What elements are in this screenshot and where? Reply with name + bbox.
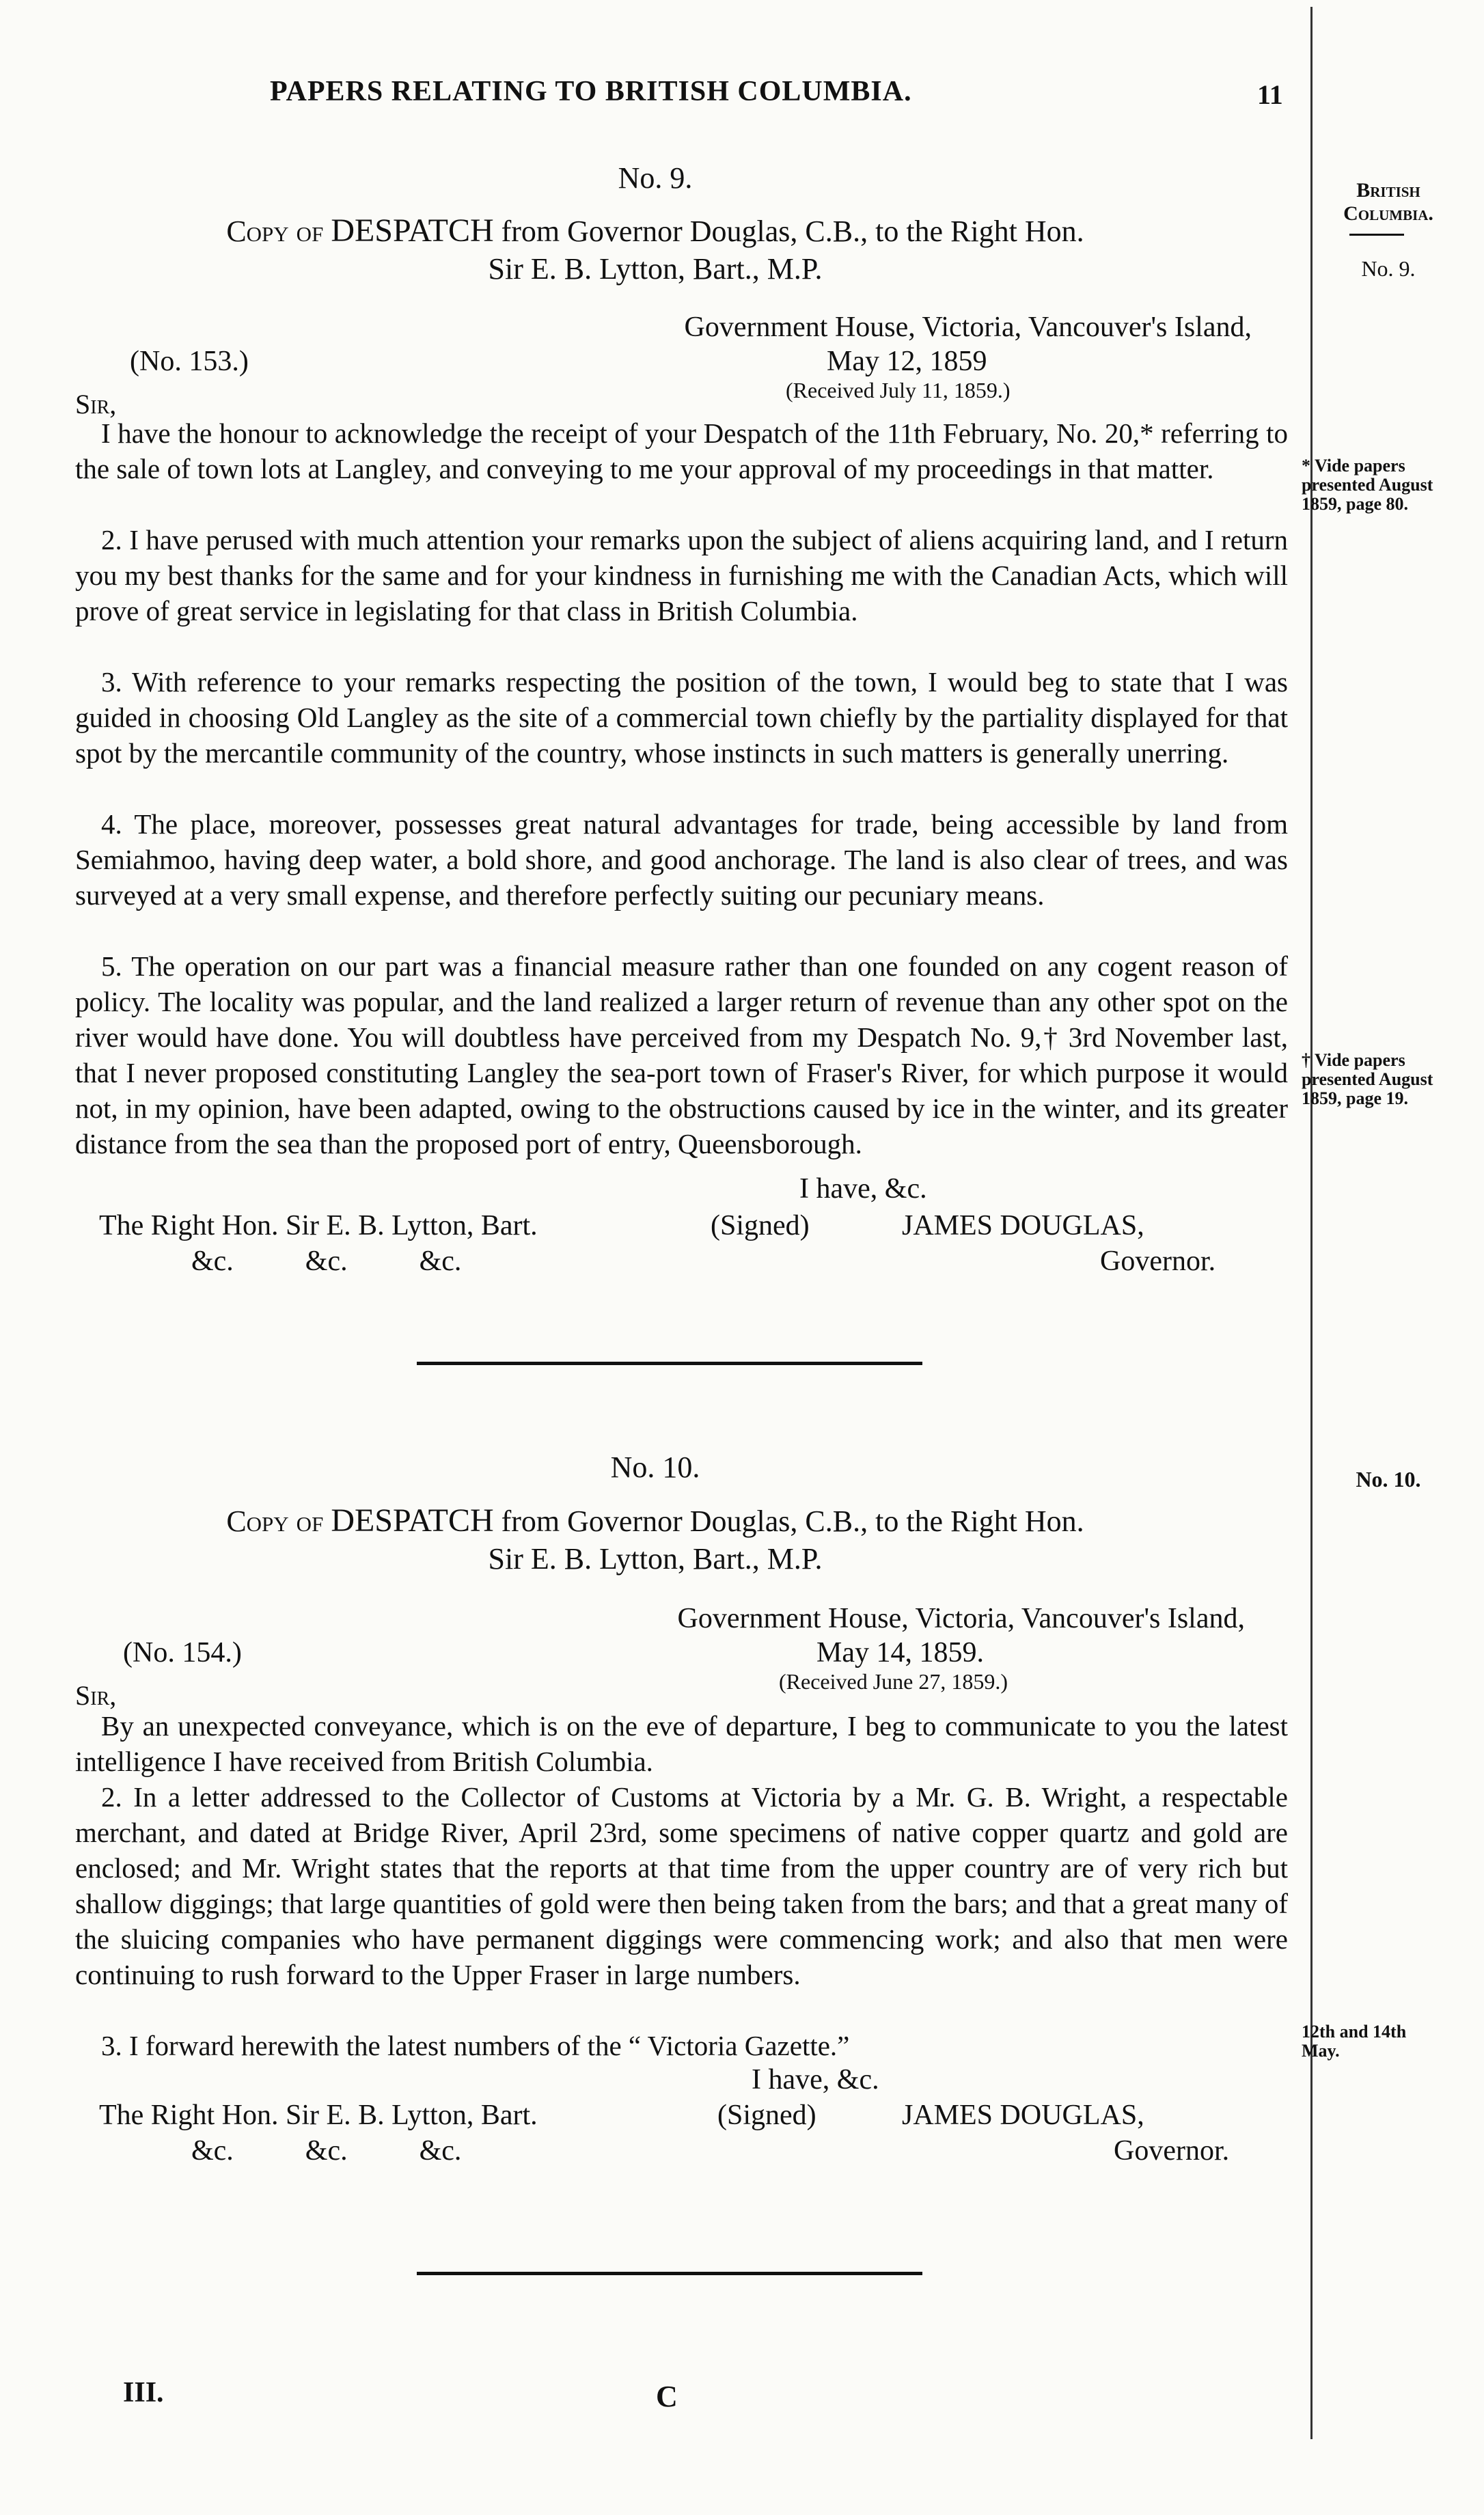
doc9-signer-title: Governor.	[1100, 1246, 1216, 1277]
page-number: 11	[1257, 79, 1283, 110]
doc10-place: Government House, Victoria, Vancouver's Island,	[677, 1603, 1245, 1634]
doc9-ref: (No. 153.)	[130, 346, 249, 377]
doc9-para-1: I have the honour to acknowledge the receipt of your Despatch of the 11th February, No. 20,* referring to the sale of town lots at Langley, and conveying to me your approval of my proceedings in that matter.	[75, 417, 1288, 484]
doc9-title-line1	[0, 212, 1310, 251]
doc9-etc: &c. &c. &c.	[191, 1246, 462, 1277]
doc10-ref: (No. 154.)	[123, 1637, 242, 1668]
side-divider	[1349, 234, 1404, 236]
doc10-para-1: By an unexpected conveyance, which is on the eve of departure, I beg to communicate to you the latest intelligence I have received from British Columbia.	[75, 1710, 1288, 1777]
side-colony-line1: British	[1356, 179, 1420, 202]
side-no10: No. 10.	[1356, 1467, 1421, 1492]
doc9-place: Government House, Victoria, Vancouver's Island,	[684, 312, 1252, 343]
running-title: PAPERS RELATING TO BRITISH COLUMBIA.	[270, 76, 912, 107]
doc9-date: May 12, 1859	[827, 346, 987, 377]
doc10-title-pre: Copy of	[226, 1504, 324, 1538]
doc10-number: No. 10.	[610, 1451, 700, 1484]
doc10-title-line2: Sir E. B. Lytton, Bart., M.P.	[488, 1542, 823, 1576]
doc10-title-despatch: DESPATCH	[331, 1502, 494, 1539]
volume-mark: III.	[123, 2377, 164, 2408]
doc10-para-3: 3. I forward herewith the latest numbers of the “ Victoria Gazette.”	[101, 2030, 850, 2061]
doc10-signed: (Signed)	[717, 2100, 816, 2131]
doc9-para-3: 3. With reference to your remarks respecting the position of the town, I would beg to state that I was guided in choosing Old Langley as the site of a commercial town chiefly by the partiality displayed for that spot by the mercantile community of the country, whose instincts in such matters is generally unerring.	[75, 666, 1288, 769]
signature-mark: C	[656, 2380, 678, 2413]
doc9-title-pre: Copy of	[226, 215, 324, 248]
margin-note-1: * Vide papers presented August 1859, page 80.	[1302, 456, 1433, 514]
doc10-addressee: The Right Hon. Sir E. B. Lytton, Bart.	[99, 2100, 538, 2131]
doc9-number: No. 9.	[618, 161, 693, 195]
doc10-received: (Received June 27, 1859.)	[779, 1669, 1008, 1694]
doc9-received: (Received July 11, 1859.)	[786, 378, 1011, 402]
doc10-title-line1	[0, 1502, 1310, 1541]
doc10-para-2: 2. In a letter addressed to the Collector of Customs at Victoria by a Mr. G. B. Wright, a respectable merchant, and dated at Bridge River, April 23rd, some specimens of native copper quartz and gold are enclosed; and Mr. Wright states that the reports at that time from the upper country are of very rich but shallow diggings; that large quantities of gold were then being taken from the bars; and that a great many of the sluicing companies who have permanent diggings were commencing work; and also that men were continuing to rush forward to the Upper Fraser in large numbers.	[75, 1781, 1288, 1990]
doc9-title-post: from Governor Douglas, C.B., to the Right Hon.	[501, 215, 1084, 248]
doc9-title-line2: Sir E. B. Lytton, Bart., M.P.	[488, 252, 823, 286]
doc9-addressee: The Right Hon. Sir E. B. Lytton, Bart.	[99, 1210, 538, 1241]
doc10-etc: &c. &c. &c.	[191, 2135, 462, 2167]
doc9-para-2: 2. I have perused with much attention your remarks upon the subject of aliens acquiring land, and I return you my best thanks for the same and for your kindness in furnishing me with the Canadian Acts, which will prove of great service in legislating for that class in British Columbia.	[75, 524, 1288, 627]
doc9-end-rule	[417, 1362, 922, 1365]
doc10-title-post: from Governor Douglas, C.B., to the Right Hon.	[501, 1504, 1084, 1538]
side-no9: No. 9.	[1361, 256, 1416, 281]
doc10-signer-title: Governor.	[1114, 2135, 1230, 2167]
doc9-signer: JAMES DOUGLAS,	[902, 1210, 1144, 1241]
margin-rule	[1310, 7, 1313, 2439]
doc10-date: May 14, 1859.	[816, 1637, 984, 1668]
doc9-salutation: Sir,	[75, 389, 117, 420]
doc9-para-5: 5. The operation on our part was a financial measure rather than one founded on any cogent reason of policy. The locality was popular, and the land realized a larger return of revenue than any other spot on the river would have done. You will doubtless have perceived from my Despatch No. 9,† 3rd November last, that I never proposed constituting Langley the sea-port town of Fraser's River, for which purpose it would not, in my opinion, have been adapted, owing to the obstructions caused by ice in the winter, and its greater distance from the sea than the proposed port of entry, Queensborough.	[75, 950, 1288, 1159]
doc10-closing: I have, &c.	[752, 2064, 879, 2095]
doc10-salutation: Sir,	[75, 1680, 117, 1711]
doc9-para-4: 4. The place, moreover, possesses great natural advantages for trade, being accessible by land from Semiahmoo, having deep water, a bold shore, and good anchorage. The land is also clear of trees, and was surveyed at a very small expense, and therefore perfectly suiting our pecuniary means.	[75, 808, 1288, 911]
margin-note-3: 12th and 14th May.	[1302, 2022, 1407, 2061]
margin-note-2: † Vide papers presented August 1859, page 19.	[1302, 1050, 1433, 1108]
side-colony-line2: Columbia.	[1343, 202, 1433, 225]
doc9-title-despatch: DESPATCH	[331, 212, 494, 249]
doc9-signed: (Signed)	[711, 1210, 810, 1241]
doc10-end-rule	[417, 2272, 922, 2275]
doc10-signer: JAMES DOUGLAS,	[902, 2100, 1144, 2131]
doc9-closing: I have, &c.	[799, 1173, 927, 1205]
